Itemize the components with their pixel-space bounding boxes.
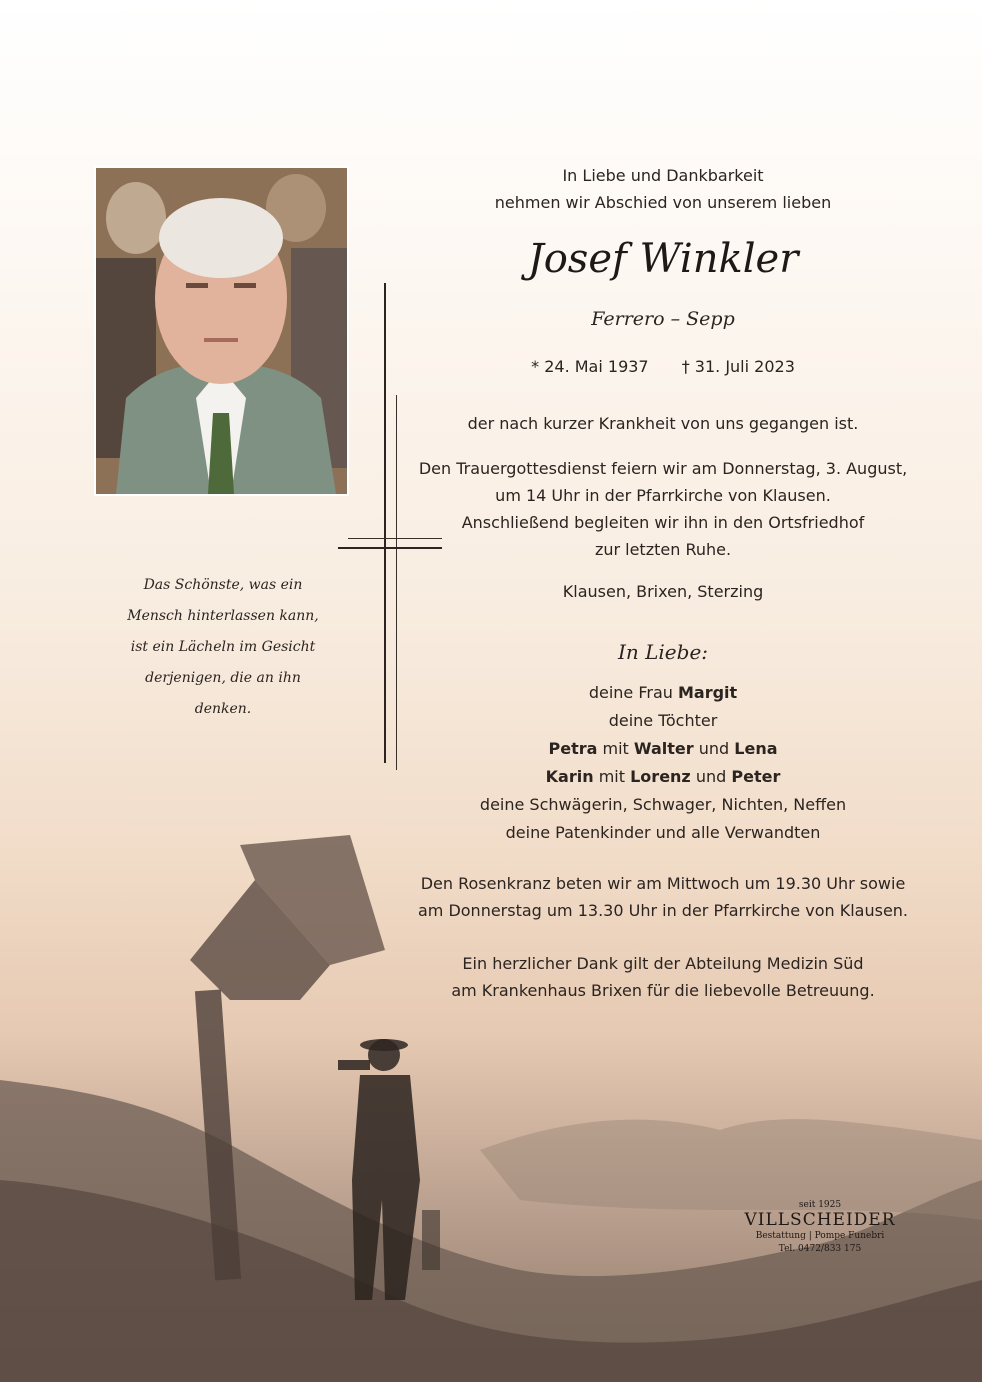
thanks-line: Ein herzlicher Dank gilt der Abteilung Medizin Süd	[462, 954, 864, 973]
mourner-relatives-1: deine Schwägerin, Schwager, Nichten, Neffen	[479, 795, 847, 814]
funeral-details	[400, 455, 926, 563]
places-text: Klausen, Brixen, Sterzing	[562, 582, 764, 601]
rosary-text	[400, 870, 926, 924]
intro-line-1: In Liebe und Dankbarkeit	[562, 166, 764, 185]
funeral-line: zur letzten Ruhe.	[594, 540, 732, 559]
mourner-name: Peter	[731, 767, 781, 786]
deceased-name: Josef Winkler	[527, 236, 799, 282]
death-date: † 31. Juli 2023	[681, 357, 795, 376]
cross-vertical-line	[384, 283, 386, 763]
funeral-home-logo	[740, 1200, 900, 1256]
mourner-connector: und	[693, 739, 735, 758]
rosary-line: am Donnerstag um 13.30 Uhr in der Pfarrkirche von Klausen.	[417, 901, 909, 920]
mourner-name: Walter	[633, 739, 694, 758]
mourner-family-2	[400, 763, 926, 791]
intro-line-2: nehmen wir Abschied von unserem lieben	[494, 193, 832, 212]
portrait-photo	[94, 166, 349, 496]
mourner-relatives-2: deine Patenkinder und alle Verwandten	[505, 823, 821, 842]
quote-line: Das Schönste, was ein	[143, 577, 303, 593]
quote-line: Mensch hinterlassen kann,	[127, 608, 319, 624]
memorial-quote	[108, 570, 338, 725]
mourner-name: Lena	[734, 739, 778, 758]
mourner-name: Karin	[545, 767, 594, 786]
quote-line: denken.	[194, 701, 252, 717]
thanks-text	[400, 950, 926, 1004]
intro-text	[400, 162, 926, 216]
mourner-name: Petra	[548, 739, 598, 758]
logo-since: seit 1925	[798, 1200, 842, 1210]
rosary-line: Den Rosenkranz beten wir am Mittwoch um 19.30 Uhr sowie	[420, 874, 906, 893]
mourners-list	[400, 679, 926, 847]
logo-brand: VILLSCHEIDER	[744, 1210, 896, 1230]
thanks-line: am Krankenhaus Brixen für die liebevolle Betreuung.	[451, 981, 875, 1000]
portrait-figure	[96, 168, 347, 494]
logo-phone: Tel. 0472/833 175	[778, 1244, 862, 1254]
quote-line: derjenigen, die an ihn	[145, 670, 301, 686]
funeral-line: um 14 Uhr in der Pfarrkirche von Klausen.	[495, 486, 831, 505]
life-dates	[400, 357, 926, 376]
funeral-line: Den Trauergottesdienst feiern wir am Donnerstag, 3. August,	[418, 459, 908, 478]
mourner-name: Lorenz	[630, 767, 691, 786]
deceased-nickname: Ferrero – Sepp	[591, 308, 735, 330]
quote-line: ist ein Lächeln im Gesicht	[130, 639, 316, 655]
mourner-connector: mit	[597, 739, 634, 758]
mourner-connector: und	[690, 767, 732, 786]
mourner-connector: mit	[593, 767, 631, 786]
mourner-daughters-label: deine Töchter	[608, 711, 718, 730]
birth-date: * 24. Mai 1937	[531, 357, 649, 376]
cross-vertical-line-inner	[396, 395, 397, 770]
passing-text: der nach kurzer Krankheit von uns gegangen ist.	[467, 414, 859, 433]
funeral-line: Anschließend begleiten wir ihn in den Ortsfriedhof	[461, 513, 865, 532]
mourners-heading: In Liebe:	[617, 640, 709, 664]
mourner-wife	[400, 679, 926, 707]
mourner-name: Margit	[677, 683, 738, 702]
logo-tagline: Bestattung | Pompe Funebri	[755, 1231, 885, 1241]
mourner-family-1	[400, 735, 926, 763]
mourner-prefix: deine Frau	[588, 683, 678, 702]
